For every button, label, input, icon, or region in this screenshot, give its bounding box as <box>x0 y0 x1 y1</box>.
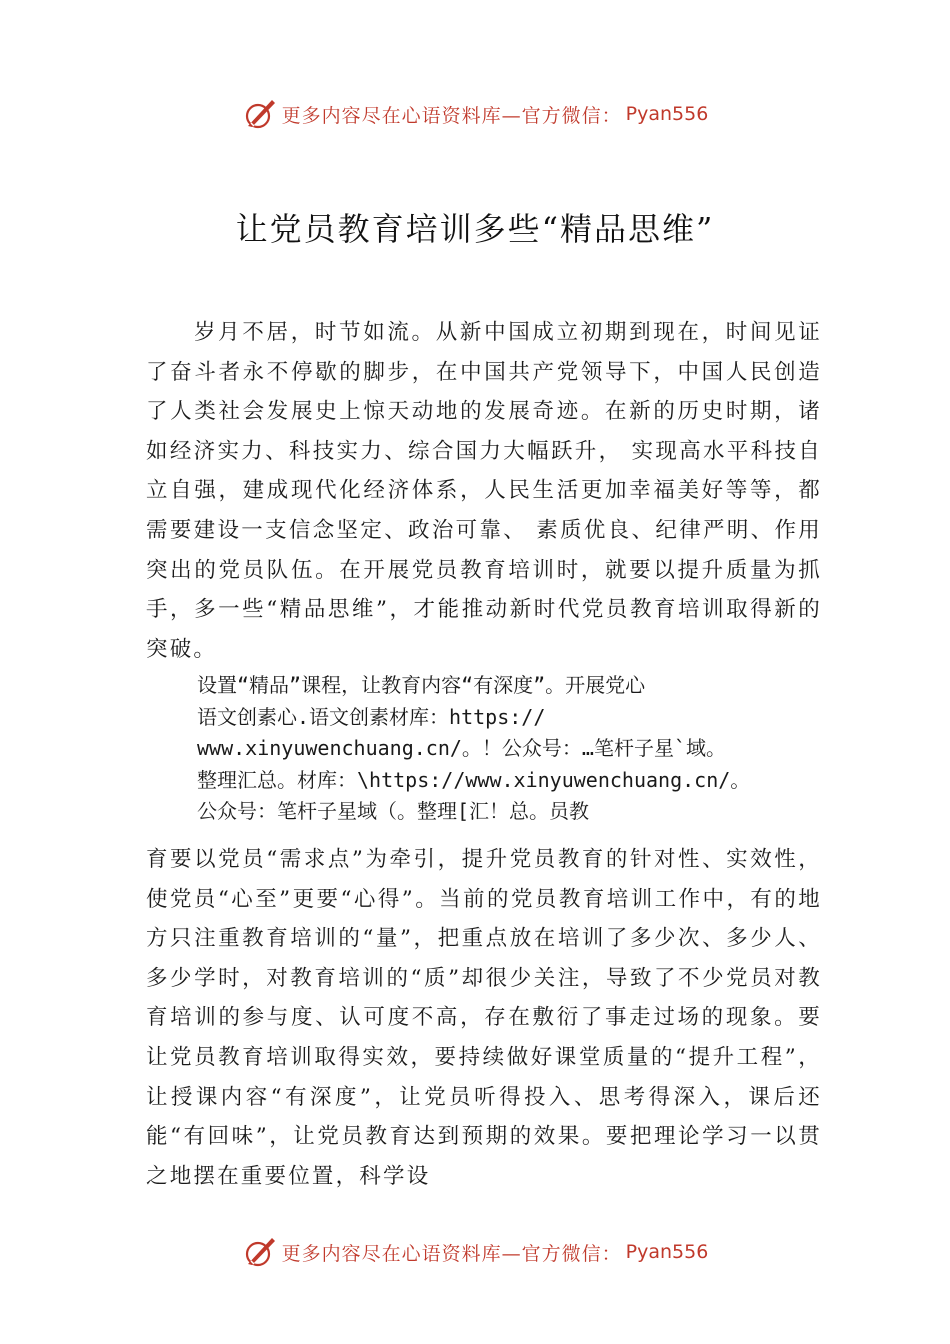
footer-banner <box>0 1232 950 1272</box>
quill-logo-icon <box>242 96 278 132</box>
header-banner <box>0 94 950 134</box>
banner-text: 更多内容尽在心语资料库—官方微信： <box>281 1242 622 1265</box>
document-title: 让党员教育培训多些“精品思维” <box>235 210 715 248</box>
banner-wechat-id: Pyan556 <box>625 103 709 125</box>
banner-wechat-id: Pyan556 <box>625 1241 709 1263</box>
banner-text: 更多内容尽在心语资料库—官方微信： <box>281 104 622 127</box>
watermark-text-block: 设置“精品”课程，让教育内容“有深度”。开展党心 语文创素心.语文创素材库：https:// www.xinyuwenchuang.cn/。！公众号：…笔杆子星`域。 整理汇总。材库：\https://www.xinyuwenchuang.cn/。 公众号：笔杆子星域（。整理[汇！总。员教 <box>197 673 751 823</box>
paragraph-2: 育要以党员“需求点”为牵引，提升党员教育的针对性、实效性，使党员“心至”更要“心得”。当前的党员教育培训工作中，有的地方只注重教育培训的“量”，把重点放在培训了多少次、多少人、多少学时，对教育培训的“质”却很少关注，导致了不少党员对教育培训的参与度、认可度不高，存在敷衍了事走过场的现象。要让党员教育培训取得实效，要持续做好课堂质量的“提升工程”，让授课内容“有深度”，让党员听得投入、思考得深入，课后还能“有回味”，让党员教育达到预期的效果。要把理论学习一以贯之地摆在重要位置，科学设 <box>146 847 822 1189</box>
paragraph-1: 岁月不居，时节如流。从新中国成立初期到现在，时间见证了奋斗者永不停歇的脚步，在中国共产党领导下，中国人民创造了人类社会发展史上惊天动地的发展奇迹。在新的历史时期，诸如经济实力、科技实力、综合国力大幅跃升， 实现高水平科技自立自强，建成现代化经济体系，人民生活更加幸福美好等等，都需要建设一支信念坚定、政治可靠、 素质优良、纪律严明、作用突出的党员队伍。在开展党员教育培训时，就要以提升质量为抓手，多一些“精品思维”，才能推动新时代党员教育培训取得新的突破。 <box>146 320 822 662</box>
quill-logo-icon <box>242 1234 278 1270</box>
